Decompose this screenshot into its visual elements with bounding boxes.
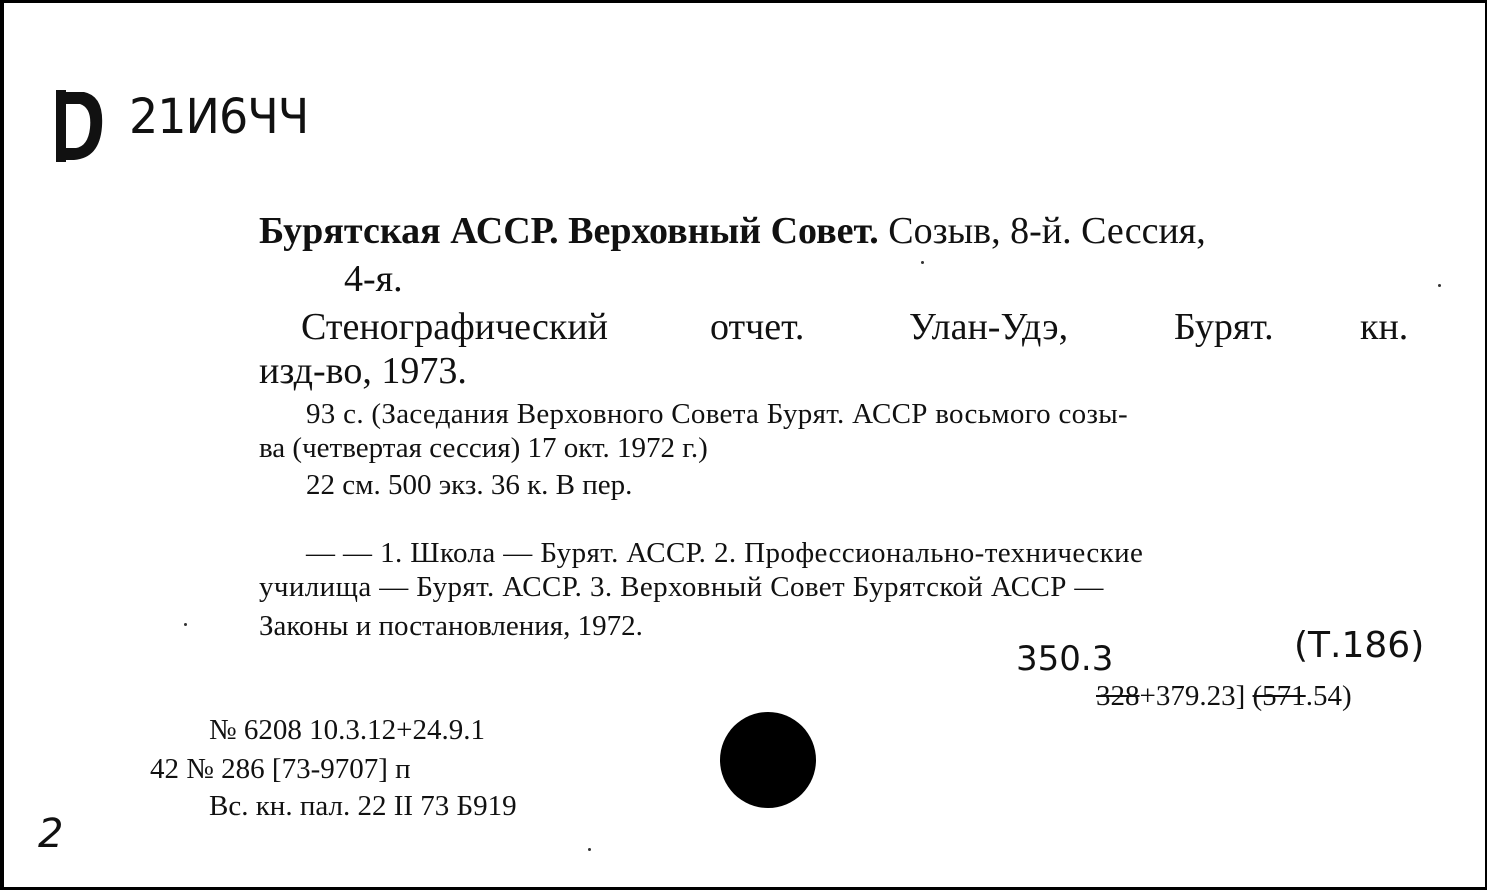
title-word: отчет.	[710, 306, 805, 348]
class-number-line	[1096, 679, 1352, 713]
title-word: Бурят.	[1174, 306, 1274, 348]
footer-line-1: № 6208 10.3.12+24.9.1	[209, 714, 486, 746]
subjects-line-3: Законы и постановления, 1972.	[259, 610, 643, 642]
stray-dot	[588, 848, 591, 851]
subjects-line-2: училища — Бурят. АССР. 3. Верховный Совет Бурятской АССР —	[259, 571, 1104, 603]
class-number-a: +379.23]	[1139, 680, 1246, 712]
title-word: кн.	[1360, 306, 1409, 348]
title-line-2: изд-во, 1973.	[259, 350, 467, 392]
author-heading: Бурятская АССР. Верховный Совет.	[259, 210, 879, 252]
struck-class-b: (571	[1252, 680, 1306, 712]
call-letter-d	[54, 86, 106, 164]
stray-dot	[921, 261, 924, 264]
title-word: Улан-Удэ,	[909, 306, 1069, 348]
punch-hole	[720, 712, 816, 808]
footer-line-2: 42 № 286 [73-9707] п	[150, 753, 411, 785]
heading-continuation: 4-я.	[344, 258, 403, 300]
handwritten-paren-note: (Т.186)	[1294, 625, 1425, 666]
heading-line	[259, 210, 1206, 252]
collation-line-1: 93 с. (Заседания Верховного Совета Бурят. АССР восьмого созы-	[306, 398, 1128, 430]
handwritten-class-number: 350.3	[1016, 639, 1114, 679]
stray-dot	[1438, 284, 1441, 287]
subjects-line-1: — — 1. Школа — Бурят. АССР. 2. Профессионально-технические	[306, 537, 1144, 569]
corner-handwritten-mark: 2	[38, 811, 64, 857]
collation-line-2: ва (четвертая сессия) 17 окт. 1972 г.)	[259, 432, 708, 464]
title-word: Стенографический	[301, 306, 608, 348]
physical-description: 22 см. 500 экз. 36 к. В пер.	[306, 469, 633, 501]
stray-dot	[184, 623, 187, 626]
struck-class-a: 328	[1096, 680, 1140, 712]
class-number-b: .54)	[1305, 680, 1352, 712]
call-number: 21И6ЧЧ	[129, 87, 309, 145]
heading-rest: Созыв, 8-й. Сессия,	[888, 210, 1206, 252]
footer-line-3: Вс. кн. пал. 22 II 73 Б919	[209, 790, 517, 822]
